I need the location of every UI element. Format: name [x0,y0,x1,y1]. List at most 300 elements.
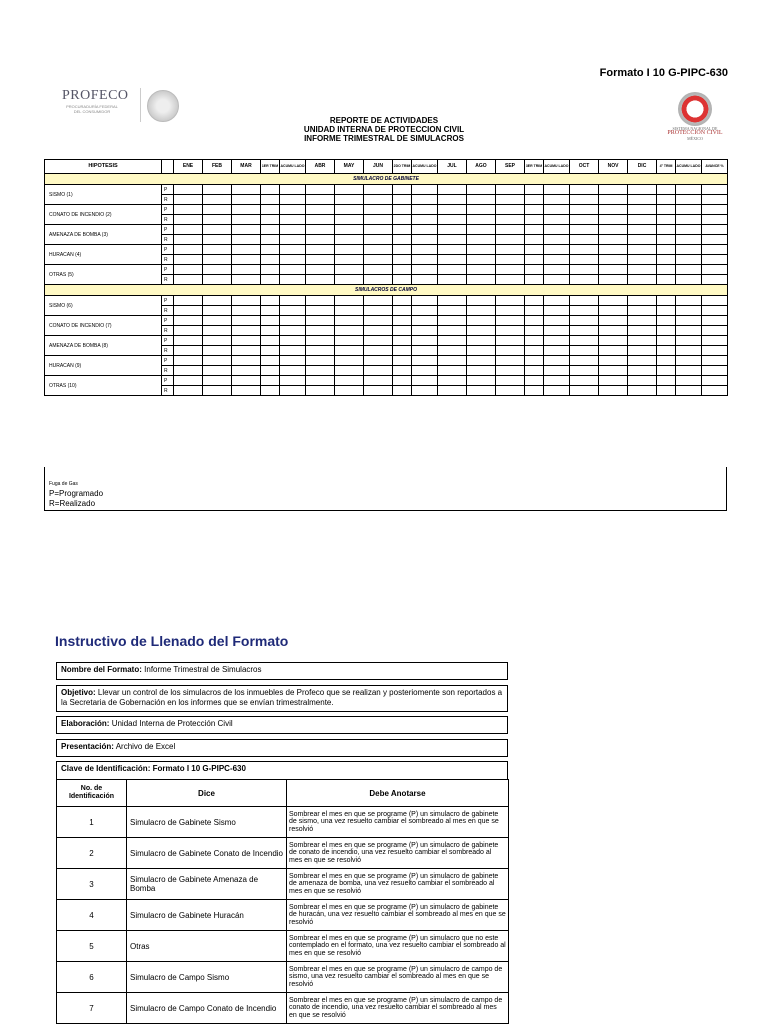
grid-cell[interactable] [261,356,280,366]
grid-cell[interactable] [702,185,728,195]
grid-cell[interactable] [657,376,676,386]
grid-cell[interactable] [628,255,657,265]
grid-cell[interactable] [467,255,496,265]
grid-cell[interactable] [412,185,438,195]
grid-cell[interactable] [438,316,467,326]
grid-cell[interactable] [702,275,728,285]
grid-cell[interactable] [174,316,203,326]
grid-cell[interactable] [393,356,412,366]
grid-cell[interactable] [203,386,232,396]
grid-cell[interactable] [676,296,702,306]
grid-cell[interactable] [203,215,232,225]
grid-cell[interactable] [702,225,728,235]
grid-cell[interactable] [174,255,203,265]
grid-cell[interactable] [203,265,232,275]
grid-cell[interactable] [628,245,657,255]
grid-cell[interactable] [174,346,203,356]
grid-cell[interactable] [335,255,364,265]
grid-cell[interactable] [438,296,467,306]
grid-cell[interactable] [280,255,306,265]
grid-cell[interactable] [393,255,412,265]
grid-cell[interactable] [393,205,412,215]
grid-cell[interactable] [570,245,599,255]
grid-cell[interactable] [412,346,438,356]
grid-cell[interactable] [393,386,412,396]
grid-cell[interactable] [599,275,628,285]
grid-cell[interactable] [306,195,335,205]
grid-cell[interactable] [467,296,496,306]
grid-cell[interactable] [467,215,496,225]
grid-cell[interactable] [628,275,657,285]
grid-cell[interactable] [544,366,570,376]
grid-cell[interactable] [657,296,676,306]
grid-cell[interactable] [525,255,544,265]
grid-cell[interactable] [438,185,467,195]
grid-cell[interactable] [657,306,676,316]
grid-cell[interactable] [438,205,467,215]
grid-cell[interactable] [280,306,306,316]
grid-cell[interactable] [438,215,467,225]
grid-cell[interactable] [628,225,657,235]
grid-cell[interactable] [657,215,676,225]
grid-cell[interactable] [544,215,570,225]
grid-cell[interactable] [570,316,599,326]
grid-cell[interactable] [628,326,657,336]
grid-cell[interactable] [412,376,438,386]
grid-cell[interactable] [467,265,496,275]
grid-cell[interactable] [174,185,203,195]
grid-cell[interactable] [702,326,728,336]
grid-cell[interactable] [232,296,261,306]
grid-cell[interactable] [232,265,261,275]
grid-cell[interactable] [676,356,702,366]
grid-cell[interactable] [306,205,335,215]
grid-cell[interactable] [525,195,544,205]
grid-cell[interactable] [676,215,702,225]
grid-cell[interactable] [496,225,525,235]
grid-cell[interactable] [280,376,306,386]
grid-cell[interactable] [570,336,599,346]
grid-cell[interactable] [174,245,203,255]
grid-cell[interactable] [628,215,657,225]
grid-cell[interactable] [306,265,335,275]
grid-cell[interactable] [525,336,544,346]
grid-cell[interactable] [702,235,728,245]
grid-cell[interactable] [232,235,261,245]
grid-cell[interactable] [657,205,676,215]
grid-cell[interactable] [438,356,467,366]
grid-cell[interactable] [261,306,280,316]
grid-cell[interactable] [306,336,335,346]
grid-cell[interactable] [496,386,525,396]
grid-cell[interactable] [261,225,280,235]
grid-cell[interactable] [232,255,261,265]
grid-cell[interactable] [496,275,525,285]
grid-cell[interactable] [174,265,203,275]
grid-cell[interactable] [628,235,657,245]
grid-cell[interactable] [306,275,335,285]
grid-cell[interactable] [525,296,544,306]
grid-cell[interactable] [364,336,393,346]
grid-cell[interactable] [599,296,628,306]
grid-cell[interactable] [467,185,496,195]
grid-cell[interactable] [280,356,306,366]
grid-cell[interactable] [676,235,702,245]
grid-cell[interactable] [467,235,496,245]
grid-cell[interactable] [280,386,306,396]
grid-cell[interactable] [657,336,676,346]
grid-cell[interactable] [364,195,393,205]
grid-cell[interactable] [599,225,628,235]
grid-cell[interactable] [570,346,599,356]
grid-cell[interactable] [203,245,232,255]
grid-cell[interactable] [570,195,599,205]
grid-cell[interactable] [203,225,232,235]
grid-cell[interactable] [412,245,438,255]
grid-cell[interactable] [393,185,412,195]
grid-cell[interactable] [203,306,232,316]
grid-cell[interactable] [599,376,628,386]
grid-cell[interactable] [599,386,628,396]
grid-cell[interactable] [203,255,232,265]
grid-cell[interactable] [657,316,676,326]
grid-cell[interactable] [702,366,728,376]
grid-cell[interactable] [525,306,544,316]
grid-cell[interactable] [261,185,280,195]
grid-cell[interactable] [261,205,280,215]
grid-cell[interactable] [438,326,467,336]
grid-cell[interactable] [280,336,306,346]
grid-cell[interactable] [174,306,203,316]
grid-cell[interactable] [599,336,628,346]
grid-cell[interactable] [676,366,702,376]
grid-cell[interactable] [467,326,496,336]
grid-cell[interactable] [467,306,496,316]
grid-cell[interactable] [280,205,306,215]
grid-cell[interactable] [412,265,438,275]
grid-cell[interactable] [496,245,525,255]
grid-cell[interactable] [232,205,261,215]
grid-cell[interactable] [174,296,203,306]
grid-cell[interactable] [467,346,496,356]
grid-cell[interactable] [657,326,676,336]
grid-cell[interactable] [306,255,335,265]
grid-cell[interactable] [599,316,628,326]
grid-cell[interactable] [174,376,203,386]
grid-cell[interactable] [657,225,676,235]
grid-cell[interactable] [393,245,412,255]
grid-cell[interactable] [525,366,544,376]
grid-cell[interactable] [335,215,364,225]
grid-cell[interactable] [393,326,412,336]
grid-cell[interactable] [261,245,280,255]
grid-cell[interactable] [438,255,467,265]
grid-cell[interactable] [280,346,306,356]
grid-cell[interactable] [496,205,525,215]
grid-cell[interactable] [412,255,438,265]
grid-cell[interactable] [628,346,657,356]
grid-cell[interactable] [544,205,570,215]
grid-cell[interactable] [335,265,364,275]
grid-cell[interactable] [628,296,657,306]
grid-cell[interactable] [232,386,261,396]
grid-cell[interactable] [438,225,467,235]
grid-cell[interactable] [438,306,467,316]
grid-cell[interactable] [570,376,599,386]
grid-cell[interactable] [364,306,393,316]
grid-cell[interactable] [280,245,306,255]
grid-cell[interactable] [628,316,657,326]
grid-cell[interactable] [599,346,628,356]
grid-cell[interactable] [702,215,728,225]
grid-cell[interactable] [496,316,525,326]
grid-cell[interactable] [525,376,544,386]
grid-cell[interactable] [599,265,628,275]
grid-cell[interactable] [280,235,306,245]
grid-cell[interactable] [676,376,702,386]
grid-cell[interactable] [280,366,306,376]
grid-cell[interactable] [628,366,657,376]
grid-cell[interactable] [525,225,544,235]
grid-cell[interactable] [174,235,203,245]
grid-cell[interactable] [467,275,496,285]
grid-cell[interactable] [467,195,496,205]
grid-cell[interactable] [544,195,570,205]
grid-cell[interactable] [280,195,306,205]
grid-cell[interactable] [174,356,203,366]
grid-cell[interactable] [261,215,280,225]
grid-cell[interactable] [676,195,702,205]
grid-cell[interactable] [467,356,496,366]
grid-cell[interactable] [174,195,203,205]
grid-cell[interactable] [467,316,496,326]
grid-cell[interactable] [203,376,232,386]
grid-cell[interactable] [203,185,232,195]
grid-cell[interactable] [364,255,393,265]
grid-cell[interactable] [496,366,525,376]
grid-cell[interactable] [496,336,525,346]
grid-cell[interactable] [412,336,438,346]
grid-cell[interactable] [203,326,232,336]
grid-cell[interactable] [467,386,496,396]
grid-cell[interactable] [525,316,544,326]
grid-cell[interactable] [364,185,393,195]
grid-cell[interactable] [438,275,467,285]
grid-cell[interactable] [657,185,676,195]
grid-cell[interactable] [393,225,412,235]
grid-cell[interactable] [702,255,728,265]
grid-cell[interactable] [280,296,306,306]
grid-cell[interactable] [438,235,467,245]
grid-cell[interactable] [306,346,335,356]
grid-cell[interactable] [203,366,232,376]
grid-cell[interactable] [570,306,599,316]
grid-cell[interactable] [364,386,393,396]
grid-cell[interactable] [280,225,306,235]
grid-cell[interactable] [412,215,438,225]
grid-cell[interactable] [306,306,335,316]
grid-cell[interactable] [393,366,412,376]
grid-cell[interactable] [496,296,525,306]
grid-cell[interactable] [657,235,676,245]
grid-cell[interactable] [280,265,306,275]
grid-cell[interactable] [525,275,544,285]
grid-cell[interactable] [174,386,203,396]
grid-cell[interactable] [393,275,412,285]
grid-cell[interactable] [335,205,364,215]
grid-cell[interactable] [364,316,393,326]
grid-cell[interactable] [174,275,203,285]
grid-cell[interactable] [232,185,261,195]
grid-cell[interactable] [467,245,496,255]
grid-cell[interactable] [657,245,676,255]
grid-cell[interactable] [676,225,702,235]
grid-cell[interactable] [702,265,728,275]
grid-cell[interactable] [306,296,335,306]
grid-cell[interactable] [657,366,676,376]
grid-cell[interactable] [525,326,544,336]
grid-cell[interactable] [335,306,364,316]
grid-cell[interactable] [232,215,261,225]
grid-cell[interactable] [364,326,393,336]
grid-cell[interactable] [544,255,570,265]
grid-cell[interactable] [544,185,570,195]
grid-cell[interactable] [364,245,393,255]
grid-cell[interactable] [657,275,676,285]
grid-cell[interactable] [364,225,393,235]
grid-cell[interactable] [702,346,728,356]
grid-cell[interactable] [544,316,570,326]
grid-cell[interactable] [496,255,525,265]
grid-cell[interactable] [335,366,364,376]
grid-cell[interactable] [496,326,525,336]
grid-cell[interactable] [232,195,261,205]
grid-cell[interactable] [525,235,544,245]
grid-cell[interactable] [335,386,364,396]
grid-cell[interactable] [570,296,599,306]
grid-cell[interactable] [393,376,412,386]
grid-cell[interactable] [335,225,364,235]
grid-cell[interactable] [306,185,335,195]
grid-cell[interactable] [438,386,467,396]
grid-cell[interactable] [203,235,232,245]
grid-cell[interactable] [335,356,364,366]
grid-cell[interactable] [306,366,335,376]
grid-cell[interactable] [280,185,306,195]
grid-cell[interactable] [599,306,628,316]
grid-cell[interactable] [174,366,203,376]
grid-cell[interactable] [628,265,657,275]
grid-cell[interactable] [232,326,261,336]
grid-cell[interactable] [393,215,412,225]
grid-cell[interactable] [570,235,599,245]
grid-cell[interactable] [335,336,364,346]
grid-cell[interactable] [335,195,364,205]
grid-cell[interactable] [599,366,628,376]
grid-cell[interactable] [676,346,702,356]
grid-cell[interactable] [306,316,335,326]
grid-cell[interactable] [412,316,438,326]
grid-cell[interactable] [335,316,364,326]
grid-cell[interactable] [438,376,467,386]
grid-cell[interactable] [438,336,467,346]
grid-cell[interactable] [525,185,544,195]
grid-cell[interactable] [544,275,570,285]
grid-cell[interactable] [525,215,544,225]
grid-cell[interactable] [676,316,702,326]
grid-cell[interactable] [261,316,280,326]
grid-cell[interactable] [628,185,657,195]
grid-cell[interactable] [412,366,438,376]
grid-cell[interactable] [570,215,599,225]
grid-cell[interactable] [364,366,393,376]
grid-cell[interactable] [364,215,393,225]
grid-cell[interactable] [393,195,412,205]
grid-cell[interactable] [203,205,232,215]
grid-cell[interactable] [570,205,599,215]
grid-cell[interactable] [628,205,657,215]
grid-cell[interactable] [544,356,570,366]
grid-cell[interactable] [203,195,232,205]
grid-cell[interactable] [393,265,412,275]
grid-cell[interactable] [467,336,496,346]
grid-cell[interactable] [544,296,570,306]
grid-cell[interactable] [232,306,261,316]
grid-cell[interactable] [412,306,438,316]
grid-cell[interactable] [364,346,393,356]
grid-cell[interactable] [261,386,280,396]
grid-cell[interactable] [261,366,280,376]
grid-cell[interactable] [261,195,280,205]
grid-cell[interactable] [261,336,280,346]
grid-cell[interactable] [599,215,628,225]
grid-cell[interactable] [496,195,525,205]
grid-cell[interactable] [232,316,261,326]
grid-cell[interactable] [544,225,570,235]
grid-cell[interactable] [628,376,657,386]
grid-cell[interactable] [203,275,232,285]
grid-cell[interactable] [570,356,599,366]
grid-cell[interactable] [203,316,232,326]
grid-cell[interactable] [702,306,728,316]
grid-cell[interactable] [525,346,544,356]
grid-cell[interactable] [628,356,657,366]
grid-cell[interactable] [364,275,393,285]
grid-cell[interactable] [628,386,657,396]
grid-cell[interactable] [702,386,728,396]
grid-cell[interactable] [570,185,599,195]
grid-cell[interactable] [364,235,393,245]
grid-cell[interactable] [525,386,544,396]
grid-cell[interactable] [676,275,702,285]
grid-cell[interactable] [570,326,599,336]
grid-cell[interactable] [467,225,496,235]
grid-cell[interactable] [364,376,393,386]
grid-cell[interactable] [676,265,702,275]
grid-cell[interactable] [438,346,467,356]
grid-cell[interactable] [438,195,467,205]
grid-cell[interactable] [544,376,570,386]
grid-cell[interactable] [702,336,728,346]
grid-cell[interactable] [412,225,438,235]
grid-cell[interactable] [261,235,280,245]
grid-cell[interactable] [599,235,628,245]
grid-cell[interactable] [599,326,628,336]
grid-cell[interactable] [702,376,728,386]
grid-cell[interactable] [628,306,657,316]
grid-cell[interactable] [570,275,599,285]
grid-cell[interactable] [232,275,261,285]
